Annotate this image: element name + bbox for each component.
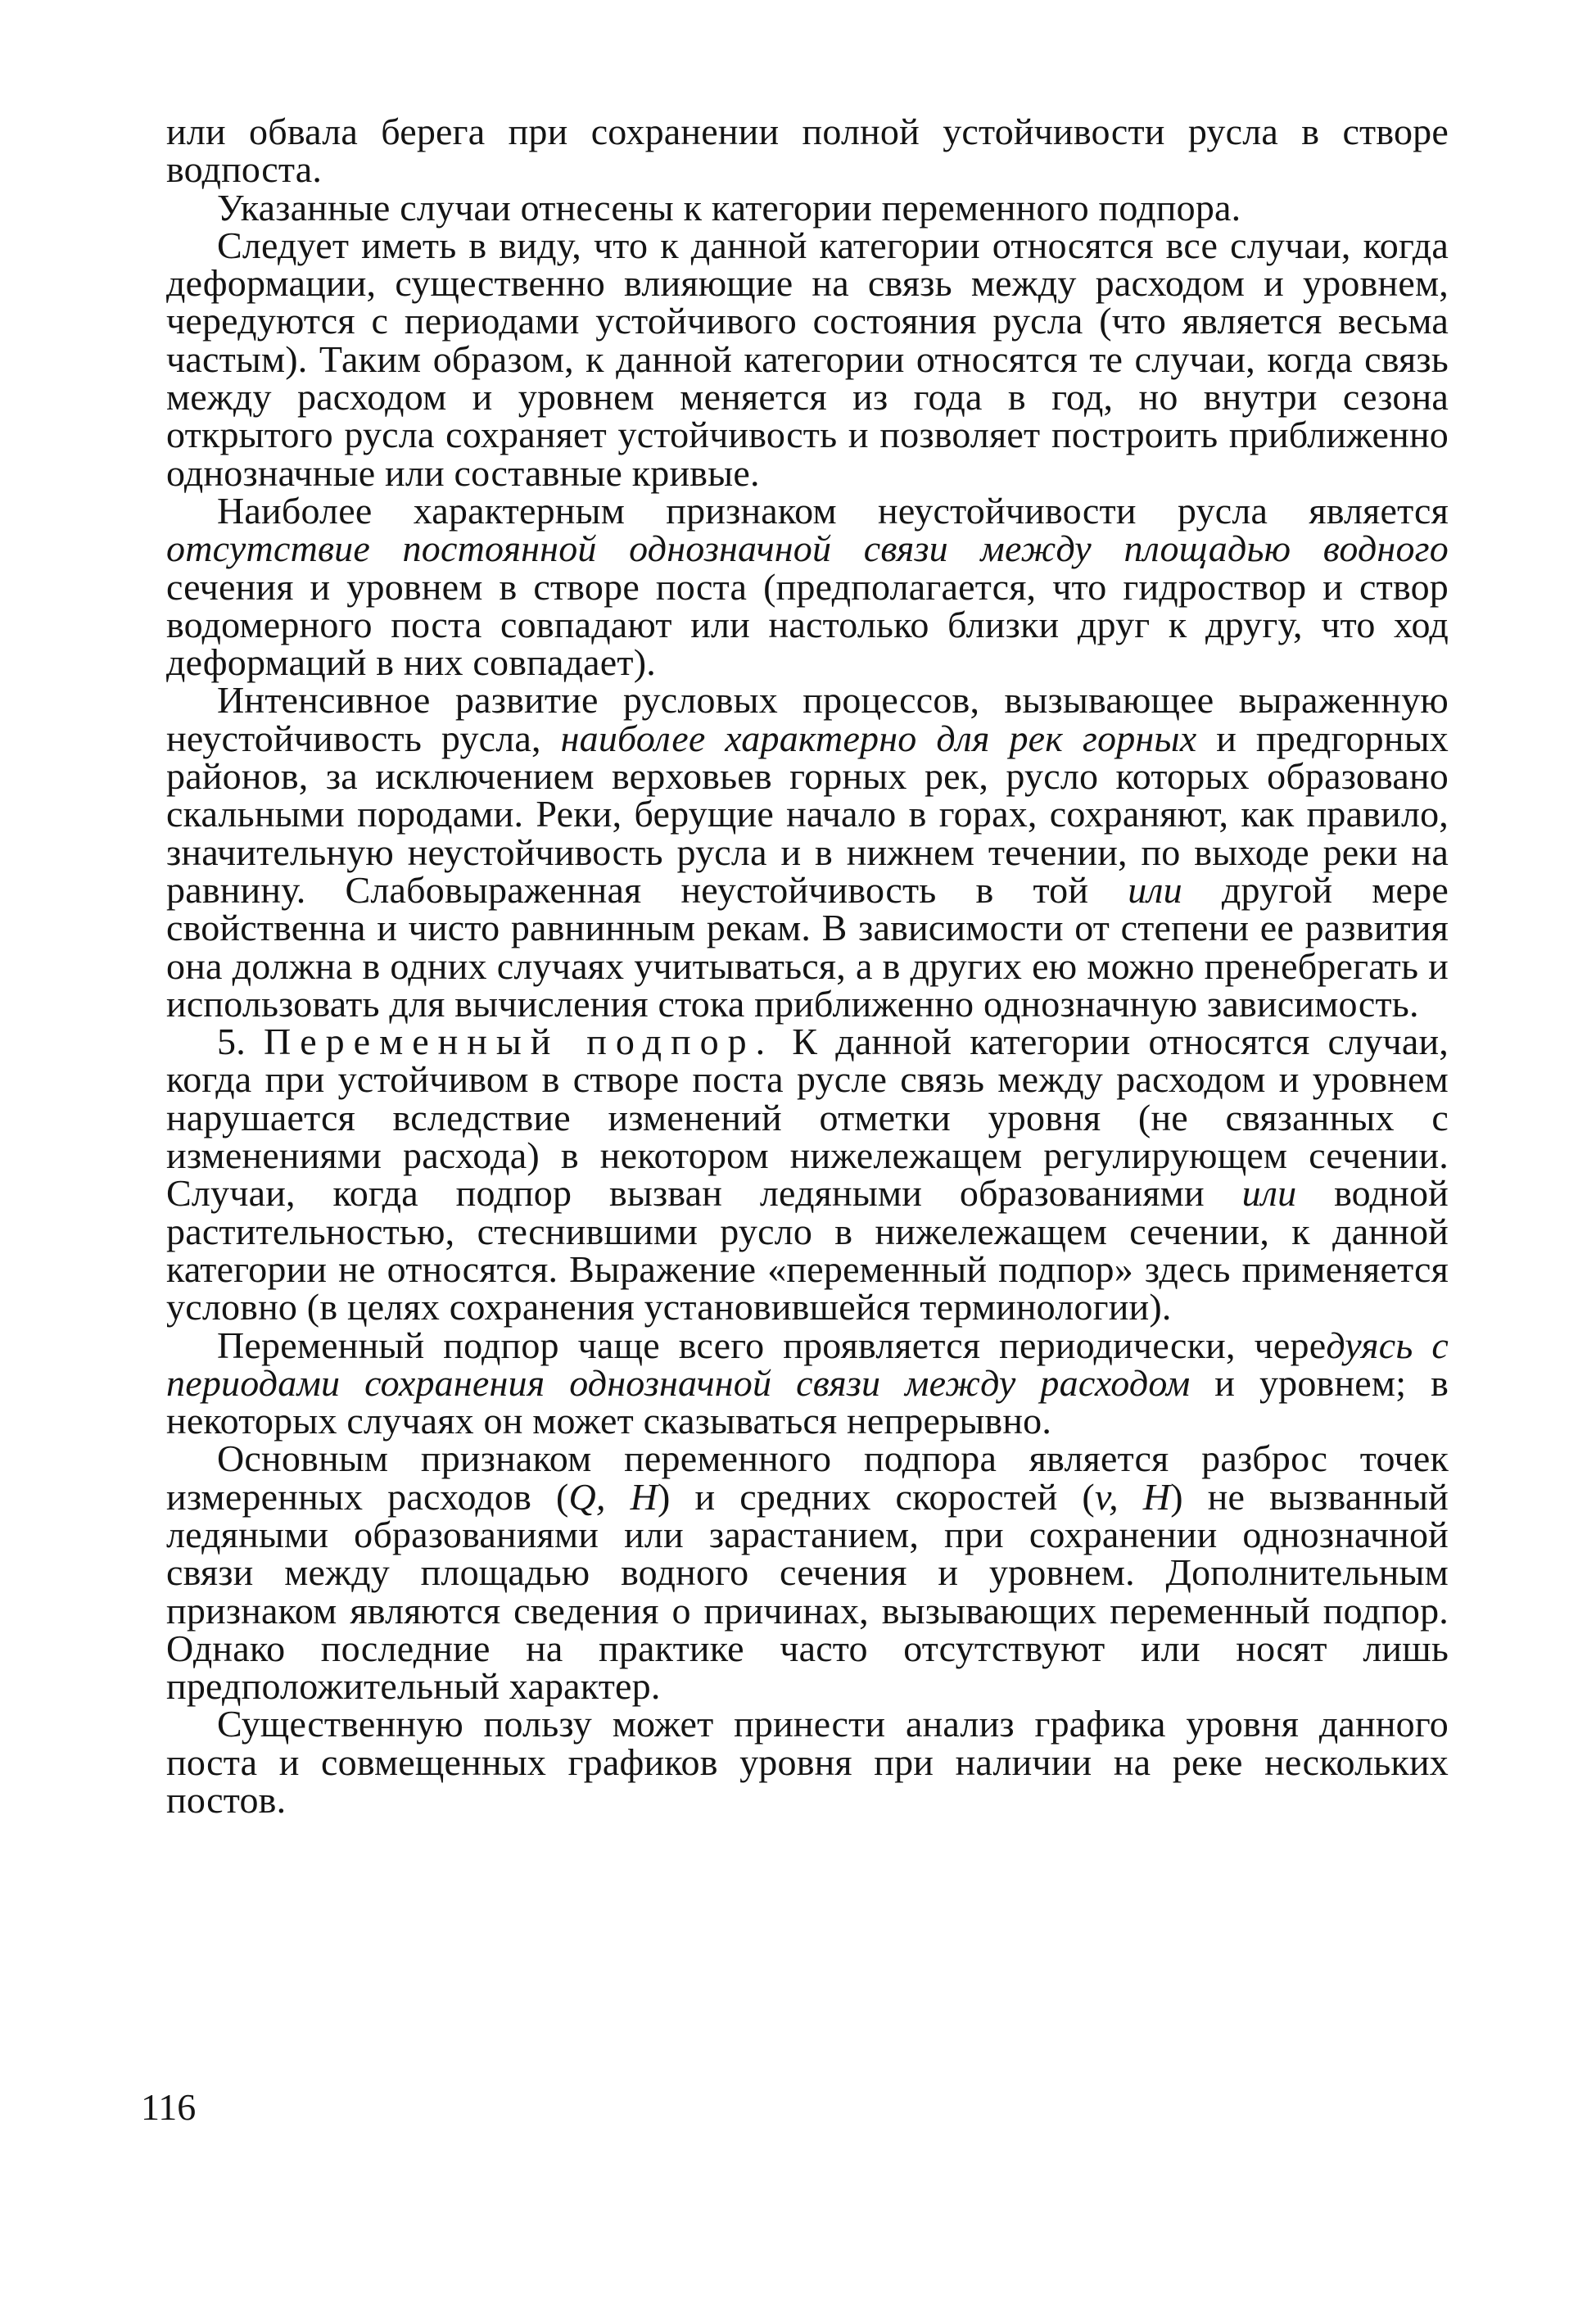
text-run: и уровнем; в некоторых случаях он может сказываться непрерывно. bbox=[166, 1361, 1449, 1442]
text-run: К данной категории относятся случаи, когда при устойчивом в створе поста русле связь между расходом и уровнем нарушается вследствие изменений отметки уровня (не связанных с изменениями расхода) в некотором нижележащем регулирующем сечении. Случаи, когда подпор вызван ледяными образованиями bbox=[166, 1021, 1449, 1215]
text-run: сечения и уровнем в створе поста (предполагается, что гидроствор и створ водомерного поста совпадают или настолько близки друг к другу, что ход деформаций в них совпадает). bbox=[166, 565, 1449, 684]
text-run: Следует иметь в виду, что к данной категории относятся все случаи, когда деформации, существенно влияющие на связь между расходом и уровнем, чередуются с периодами устойчивого состояния русла (что является весьма частым). Таким образом, к данной категории относятся те случаи, когда связь между расходом и уровнем меняется из года в год, но внутри сезона открытого русла сохраняет устойчивость и позволяет построить приближенно однозначные или составные кривые. bbox=[166, 224, 1449, 494]
text-run: Основным признаком переменного подпора является разброс точек измеренных расходов ( bbox=[166, 1437, 1449, 1518]
text-run: Наиболее характерным признаком неустойчивости русла является bbox=[217, 489, 1449, 532]
section-heading: Переменный подпор. bbox=[264, 1021, 775, 1063]
page-body bbox=[166, 111, 1449, 1822]
text-run: Переменный подпор чаще всего проявляется периодически, чере bbox=[217, 1324, 1327, 1366]
italic-text-run: или bbox=[1128, 868, 1182, 911]
italic-text-run: отсутствие постоянной однозначной связи между площадью водного bbox=[166, 527, 1449, 570]
paragraph bbox=[166, 1023, 1449, 1326]
italic-text-run: дуясь с периодами сохранения однозначной связи между расходом bbox=[166, 1324, 1449, 1404]
text-run: Интенсивное развитие русловых процессов, вызывающее выраженную неустойчивость русла, bbox=[166, 679, 1449, 759]
section-number: 5. bbox=[217, 1021, 264, 1063]
text-run: ) не вызванный ледяными образованиями или зарастанием, при сохранении однозначной связи между площадью водного сечения и уровнем. Дополнительным признаком являются сведения о причинах, вызывающих переменный подпор. Однако последние на практике часто отсутствуют или носят лишь предположительный характер. bbox=[166, 1475, 1449, 1708]
paragraph bbox=[166, 186, 1449, 229]
text-run: Существенную пользу может принести анализ графика уровня данного поста и совмещенных графиков уровня при наличии на реке нескольких постов. bbox=[166, 1703, 1449, 1822]
italic-text-run: наиболее характерно для рек горных bbox=[560, 717, 1197, 759]
text-run: и предгорных районов, за исключением верховьев горных рек, русло которых образовано скальными породами. Реки, берущие начало в горах, сохраняют, как правило, значительную неустойчивость русла и в нижнем течении, по выходе реки на равнину. Слабовыраженная неустойчивость в той bbox=[166, 717, 1449, 911]
italic-text-run: или bbox=[1241, 1172, 1297, 1215]
text-run: или обвала берега при сохранении полной устойчивости русла в створе водпоста. bbox=[166, 111, 1449, 191]
paragraph bbox=[166, 1324, 1449, 1442]
paragraph bbox=[166, 1437, 1449, 1708]
text-run: ) и средних скоростей ( bbox=[658, 1475, 1095, 1518]
page-number: 116 bbox=[141, 2086, 197, 2128]
paragraph bbox=[166, 489, 1449, 684]
italic-text-run: Q, H bbox=[568, 1475, 658, 1518]
text-run: другой мере свойственна и чисто равнинным рекам. В зависимости от степени ее развития она должна в одних случаях учитываться, а в других ею можно пренебрегать и использовать для вычисления стока приближенно однозначную зависимость. bbox=[166, 868, 1449, 1025]
paragraph bbox=[166, 1703, 1449, 1822]
paragraph bbox=[166, 681, 1449, 1023]
text-run: Указанные случаи отнесены к категории переменного подпора. bbox=[217, 186, 1241, 229]
italic-text-run: v, H bbox=[1094, 1475, 1171, 1518]
text-run: водной растительностью, стеснившими русло в нижележащем сечении, к данной категории не относятся. Выражение «переменный подпор» здесь применяется условно (в целях сохранения установившейся терминологии). bbox=[166, 1172, 1449, 1328]
paragraph bbox=[166, 113, 1449, 189]
paragraph bbox=[166, 224, 1449, 494]
